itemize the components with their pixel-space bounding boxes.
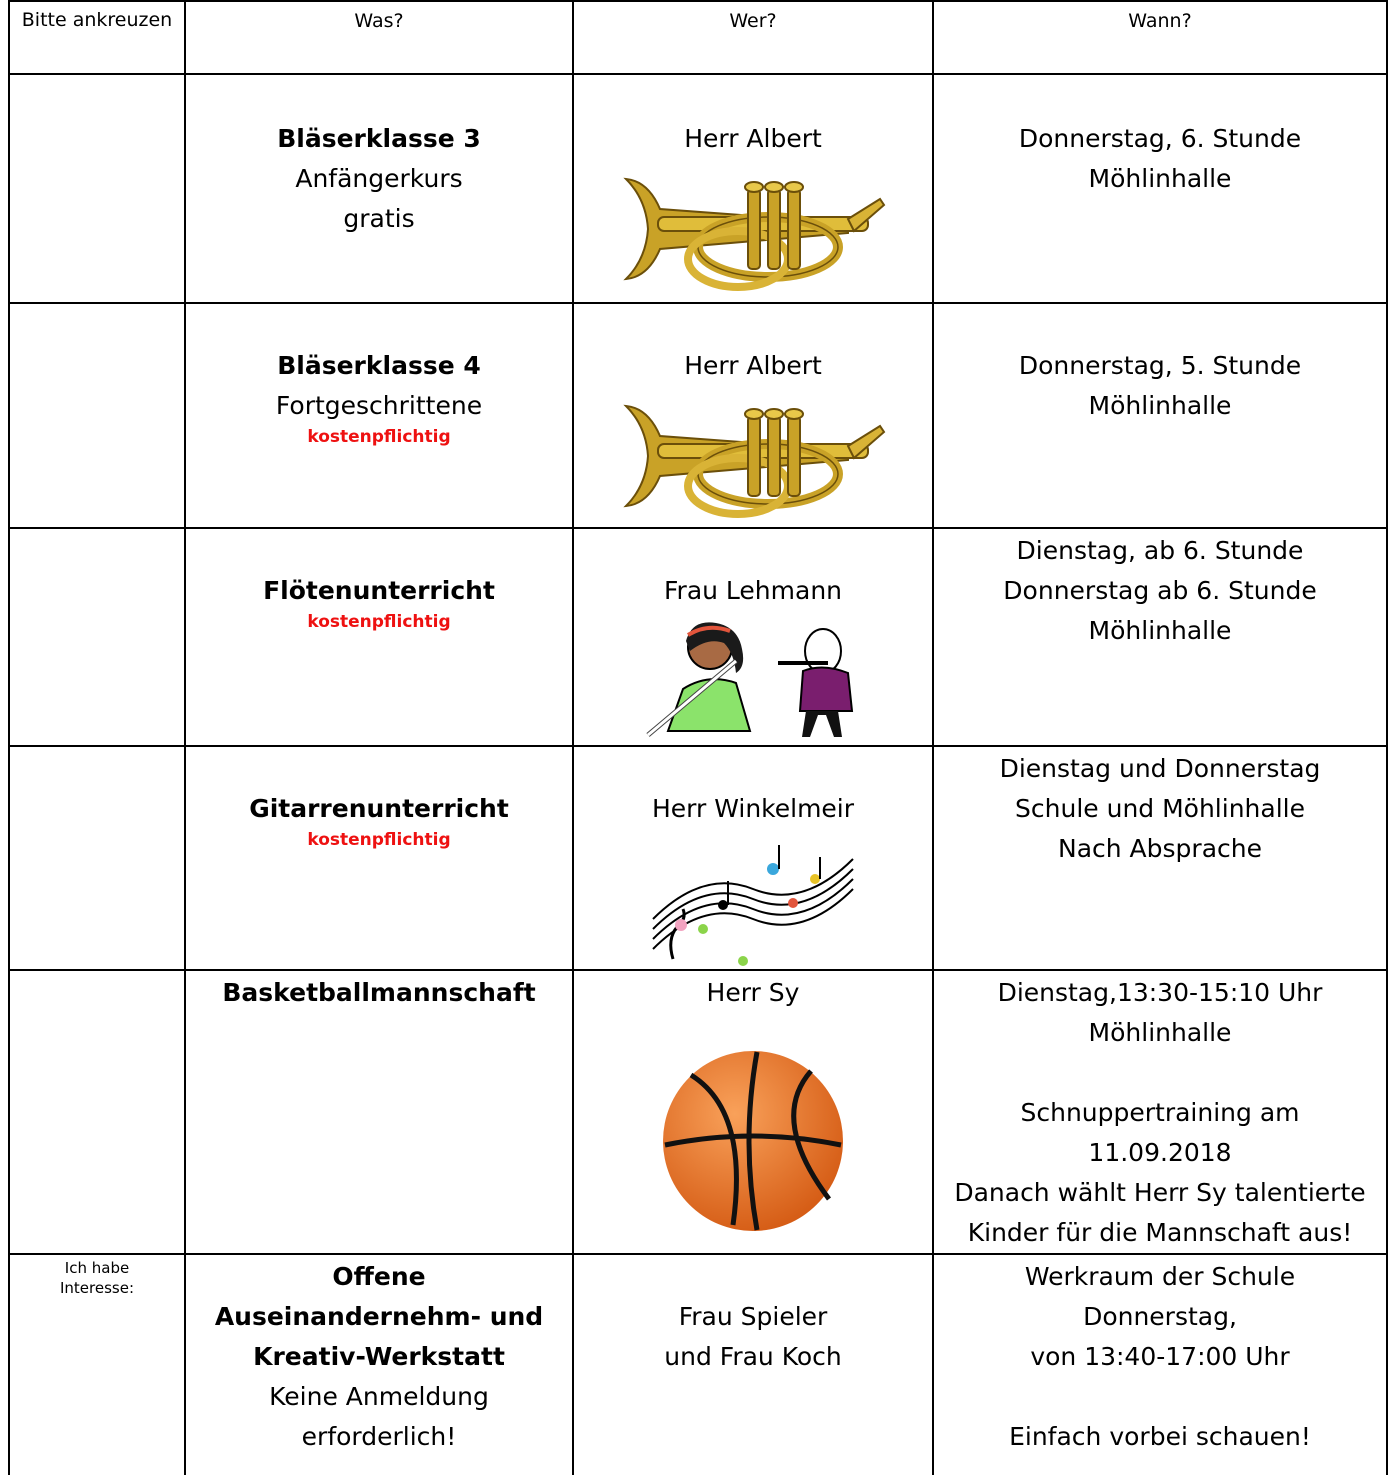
- teacher-name: Frau Spieler und Frau Koch: [664, 1302, 842, 1371]
- cost-label: kostenpflichtig: [307, 427, 451, 447]
- header-what: Was?: [185, 1, 573, 74]
- when-line: Donnerstag, 5. Stunde: [1018, 351, 1302, 380]
- activity-title: Gitarrenunterricht: [249, 794, 509, 823]
- trumpet-icon: [618, 386, 888, 526]
- check-cell[interactable]: [9, 746, 185, 970]
- when-cell: [933, 528, 1387, 746]
- when-line: Werkraum der Schule: [1024, 1262, 1296, 1291]
- when-line: Dienstag und Donnerstag: [999, 754, 1321, 783]
- when-line: 11.09.2018: [1088, 1138, 1232, 1167]
- table-row: [9, 303, 1387, 528]
- interest-note: Ich habe Interesse:: [59, 1259, 135, 1297]
- activity-price: gratis: [343, 204, 415, 233]
- when-line: Kinder für die Mannschaft aus!: [967, 1218, 1353, 1247]
- what-cell: [185, 74, 573, 303]
- when-cell: [933, 74, 1387, 303]
- when-line: Dienstag,13:30-15:10 Uhr: [997, 978, 1323, 1007]
- check-cell[interactable]: [9, 74, 185, 303]
- when-line: Möhlinhalle: [1088, 616, 1232, 645]
- when-line: Donnerstag,: [1083, 1302, 1237, 1331]
- activity-subtitle: Keine Anmeldung erforderlich!: [269, 1382, 489, 1451]
- when-line: Möhlinhalle: [1088, 1018, 1232, 1047]
- teacher-name: Frau Lehmann: [663, 576, 843, 605]
- girl-figure: [648, 622, 750, 735]
- when-cell: [933, 1254, 1387, 1475]
- cost-label: kostenpflichtig: [307, 830, 451, 850]
- who-cell: [573, 303, 933, 528]
- header-check: Bitte ankreuzen: [9, 1, 185, 74]
- when-line: [934, 1053, 1386, 1093]
- when-line: Nach Absprache: [1058, 834, 1262, 863]
- when-line: Dienstag, ab 6. Stunde: [1016, 536, 1304, 565]
- who-cell: [573, 746, 933, 970]
- header-when: Wann?: [933, 1, 1387, 74]
- boy-figure: [778, 629, 852, 737]
- activity-title: Basketballmannschaft: [222, 978, 536, 1007]
- teacher-name: Herr Albert: [684, 124, 822, 153]
- table-row: [9, 74, 1387, 303]
- when-line: Donnerstag, 6. Stunde: [1018, 124, 1302, 153]
- who-cell: [573, 528, 933, 746]
- activity-title: Bläserklasse 3: [277, 124, 481, 153]
- activity-title: Flötenunterricht: [263, 576, 495, 605]
- teacher-name: Herr Albert: [684, 351, 822, 380]
- when-line: Schnuppertraining am: [1020, 1098, 1300, 1127]
- music-notes-icon: [643, 829, 863, 969]
- check-cell[interactable]: [9, 970, 185, 1254]
- who-cell: [573, 74, 933, 303]
- table-row: [9, 970, 1387, 1254]
- teacher-name: Herr Sy: [706, 978, 800, 1007]
- interest-note-cell[interactable]: [9, 1254, 185, 1475]
- when-line: Möhlinhalle: [1088, 164, 1232, 193]
- teacher-name: Herr Winkelmeir: [651, 794, 855, 823]
- activity-subtitle: Anfängerkurs: [295, 164, 463, 193]
- table-row: [9, 528, 1387, 746]
- activity-subtitle: Fortgeschrittene: [275, 391, 483, 420]
- what-cell: [185, 528, 573, 746]
- cost-label: kostenpflichtig: [307, 612, 451, 632]
- what-cell: [185, 1254, 573, 1475]
- when-line: Donnerstag ab 6. Stunde: [1003, 576, 1317, 605]
- table-row: [9, 1254, 1387, 1475]
- when-line: [934, 1377, 1386, 1417]
- activities-table: [8, 0, 1388, 1475]
- when-line: Danach wählt Herr Sy talentierte: [954, 1178, 1366, 1207]
- flute-players-icon: [638, 611, 868, 741]
- basketball-icon: [661, 1049, 845, 1233]
- table-row: [9, 746, 1387, 970]
- activity-title: Bläserklasse 4: [277, 351, 481, 380]
- what-cell: [185, 746, 573, 970]
- header-who: Wer?: [573, 1, 933, 74]
- who-cell: [573, 970, 933, 1254]
- header-row: [9, 1, 1387, 74]
- what-cell: [185, 970, 573, 1254]
- when-line: von 13:40-17:00 Uhr: [1030, 1342, 1290, 1371]
- who-cell: [573, 1254, 933, 1475]
- trumpet-icon: [618, 159, 888, 299]
- what-cell: [185, 303, 573, 528]
- check-cell[interactable]: [9, 303, 185, 528]
- when-line: Möhlinhalle: [1088, 391, 1232, 420]
- when-cell: [933, 746, 1387, 970]
- check-cell[interactable]: [9, 528, 185, 746]
- when-line: Schule und Möhlinhalle: [1015, 794, 1305, 823]
- when-cell: [933, 970, 1387, 1254]
- activity-title: Offene Auseinandernehm- und Kreativ-Werkstatt: [214, 1262, 544, 1371]
- when-cell: [933, 303, 1387, 528]
- when-line: Einfach vorbei schauen!: [1009, 1422, 1311, 1451]
